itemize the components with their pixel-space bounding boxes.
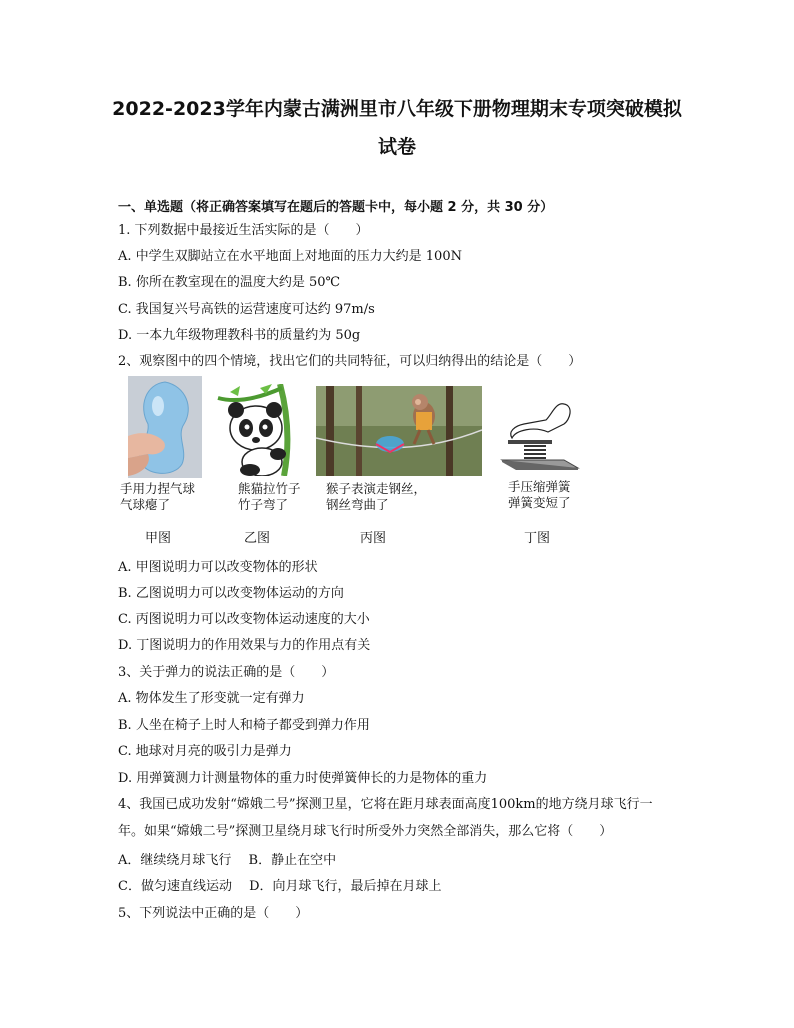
exam-title-line2: 试卷 bbox=[377, 136, 416, 158]
q4-options-cd: C．做匀速直线运动 D．向月球飞行，最后掉在月球上 bbox=[118, 879, 442, 894]
spring-press-figure bbox=[494, 402, 584, 476]
q4-stem-line1: 4、我国已成功发射“嫦娥二号”探测卫星，它将在距月球表面高度100km的地方绕月球飞行一 bbox=[118, 797, 653, 812]
q3-stem: 3、关于弹力的说法正确的是（ ） bbox=[118, 665, 335, 680]
q5-stem: 5、下列说法中正确的是（ ） bbox=[118, 906, 309, 921]
q2-option-a: A. 甲图说明力可以改变物体的形状 bbox=[118, 560, 318, 575]
q2-stem: 2、观察图中的四个情境，找出它们的共同特征，可以归纳得出的结论是（ ） bbox=[118, 354, 582, 369]
q2-option-b: B. 乙图说明力可以改变物体运动的方向 bbox=[118, 586, 344, 601]
q1-option-c: C. 我国复兴号高铁的运营速度可达约 97m/s bbox=[118, 302, 375, 317]
q2-option-c: C. 丙图说明力可以改变物体运动速度的大小 bbox=[118, 612, 370, 627]
q3-option-a: A. 物体发生了形变就一定有弹力 bbox=[118, 691, 305, 706]
figure-c-label: 丙图 bbox=[360, 531, 387, 546]
q4-stem-line2: 年。如果“嫦娥二号”探测卫星绕月球飞行时所受外力突然全部消失，那么它将（ ） bbox=[118, 824, 613, 839]
figure-d-label: 丁图 bbox=[524, 531, 551, 546]
figure-b-caption: 熊猫拉竹子 竹子弯了 bbox=[238, 481, 301, 512]
q4-options-ab: A．继续绕月球飞行 B．静止在空中 bbox=[118, 853, 337, 868]
q1-option-d: D. 一本九年级物理教科书的质量约为 50g bbox=[118, 328, 361, 343]
panda-figure bbox=[210, 384, 310, 476]
figure-b-label: 乙图 bbox=[244, 531, 271, 546]
q1-stem: 1. 下列数据中最接近生活实际的是（ ） bbox=[118, 223, 369, 238]
q3-option-c: C. 地球对月亮的吸引力是弹力 bbox=[118, 744, 292, 759]
figure-c-caption: 猴子表演走钢丝， 钢丝弯曲了 bbox=[326, 481, 427, 512]
q3-option-d: D. 用弹簧测力计测量物体的重力时使弹簧伸长的力是物体的重力 bbox=[118, 771, 488, 786]
section-heading: 一、单选题（将正确答案填写在题后的答题卡中，每小题 2 分，共 30 分） bbox=[118, 200, 554, 215]
balloon-figure bbox=[128, 376, 202, 478]
figure-a-label: 甲图 bbox=[145, 531, 172, 546]
exam-title-line1: 2022-2023学年内蒙古满洲里市八年级下册物理期末专项突破模拟 bbox=[112, 98, 682, 120]
figure-d-caption: 手压缩弹簧 弹簧变短了 bbox=[508, 479, 571, 510]
q3-option-b: B. 人坐在椅子上时人和椅子都受到弹力作用 bbox=[118, 718, 370, 733]
monkey-wire-figure bbox=[316, 386, 482, 476]
q2-option-d: D. 丁图说明力的作用效果与力的作用点有关 bbox=[118, 638, 371, 653]
figure-a-caption: 手用力捏气球 气球瘪了 bbox=[120, 481, 196, 512]
q1-option-a: A. 中学生双脚站立在水平地面上对地面的压力大约是 100N bbox=[118, 249, 462, 264]
q1-option-b: B. 你所在教室现在的温度大约是 50℃ bbox=[118, 275, 341, 290]
